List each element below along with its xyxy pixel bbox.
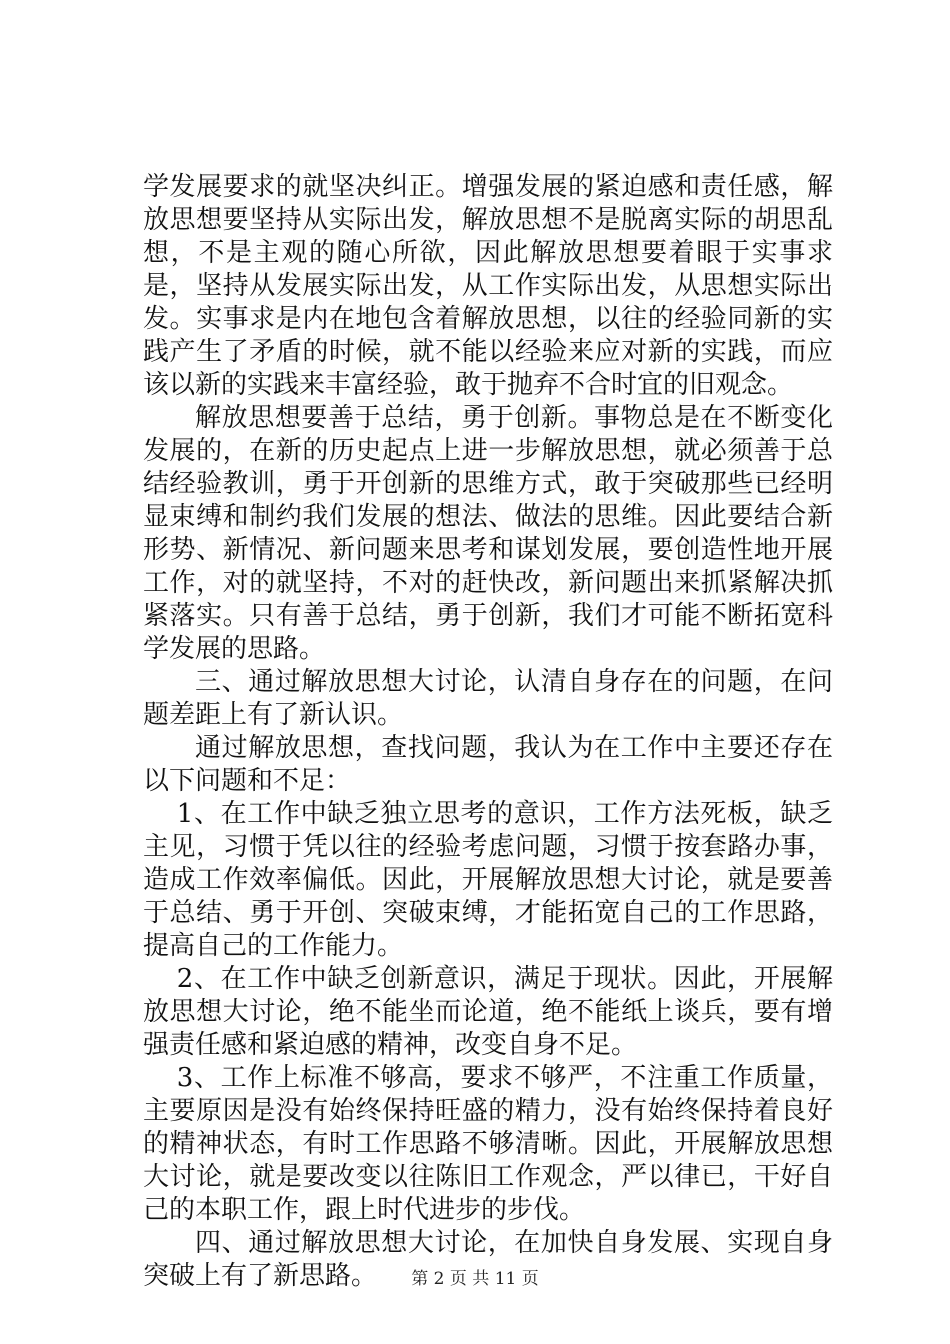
list-item-2: 2、在工作中缺乏创新意识，满足于现状。因此，开展解放思想大讨论，绝不能坐而论道，绝不能纸上谈兵，要有增强责任感和紧迫感的精神，改变自身不足。 — [143, 964, 833, 1060]
page-footer — [0, 1268, 950, 1290]
paragraph-continuation: 学发展要求的就坚决纠正。增强发展的紧迫感和责任感，解放思想要坚持从实际出发，解放思想不是脱离实际的胡思乱想，不是主观的随心所欲，因此解放思想要着眼于实事求是，坚持从发展实际出发，从工作实际出发，从思想实际出发。实事求是内在地包含着解放思想，以往的经验同新的实践产生了矛盾的时候，就不能以经验来应对新的实践，而应该以新的实践来丰富经验，敢于抛弃不合时宜的旧观念。 — [143, 172, 833, 400]
list-item-1: 1、在工作中缺乏独立思考的意识，工作方法死板，缺乏主见，习惯于凭以往的经验考虑问题，习惯于按套路办事，造成工作效率偏低。因此，开展解放思想大讨论，就是要善于总结、勇于开创、突破束缚，才能拓宽自己的工作思路，提高自己的工作能力。 — [143, 799, 833, 961]
paragraph-summarize-innovate: 解放思想要善于总结，勇于创新。事物总是在不断变化发展的，在新的历史起点上进一步解放思想，就必须善于总结经验教训，勇于开创新的思维方式，敢于突破那些已经明显束缚和制约我们发展的想法、做法的思维。因此要结合新形势、新情况、新问题来思考和谋划发展，要创造性地开展工作，对的就坚持，不对的赶快改，新问题出来抓紧解决抓紧落实。只有善于总结，勇于创新，我们才可能不断拓宽科学发展的思路。 — [143, 403, 833, 664]
paragraph-problems-intro: 通过解放思想，查找问题，我认为在工作中主要还存在以下问题和不足： — [143, 733, 833, 796]
document-body — [143, 171, 833, 1293]
list-item-3: 3、工作上标准不够高，要求不够严，不注重工作质量，主要原因是没有始终保持旺盛的精力，没有始终保持着良好的精神状态，有时工作思路不够清晰。因此，开展解放思想大讨论，就是要改变以往陈旧工作观念，严以律已，干好自己的本职工作，跟上时代进步的步伐。 — [143, 1063, 833, 1225]
section-heading-three: 三、通过解放思想大讨论，认清自身存在的问题，在问题差距上有了新认识。 — [143, 667, 833, 730]
page-number-label: 第 2 页 共 11 页 — [411, 1269, 539, 1289]
section-heading-four: 四、通过解放思想大讨论，在加快自身发展、实现自身突破上有了新思路。 — [143, 1228, 833, 1291]
